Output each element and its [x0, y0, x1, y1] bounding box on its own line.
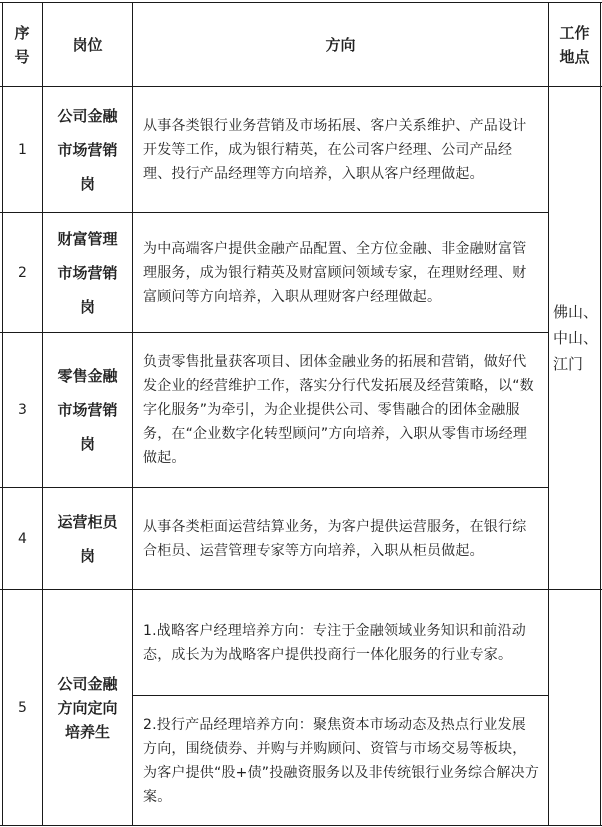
header-seq-label: 序号 — [14, 23, 30, 66]
row-5-direction-strategic — [133, 590, 548, 695]
row-3-post — [43, 333, 132, 487]
row-3-direction — [133, 333, 548, 487]
row-4-post-label: 运营柜员岗 — [57, 512, 118, 565]
row-5-location-empty — [549, 590, 600, 825]
row-1-seq-value: 1 — [18, 141, 27, 158]
row-5-post — [43, 590, 132, 825]
row-3-seq-value: 3 — [18, 402, 27, 418]
row-5-seq — [3, 590, 42, 825]
row-1-seq — [3, 87, 42, 212]
header-location-label: 工作地点 — [559, 23, 590, 66]
row-1-post-label: 公司金融市场营销岗 — [57, 106, 118, 193]
row-2-post — [43, 213, 132, 332]
row-5-direction-investment — [133, 696, 548, 825]
row-1-direction — [133, 87, 548, 212]
row-1-post — [43, 87, 132, 212]
row-3-post-label: 零售金融市场营销岗 — [57, 367, 118, 453]
row-1-direction-text: 从事各类银行业务营销及市场拓展、客户关系维护、产品设计开发等工作，成为银行精英，在公司客户经理、公司产品经理、投行产品经理等方向培养，入职从客户经理做起。 — [143, 117, 527, 182]
row-4-post — [43, 488, 132, 589]
row-4-direction-text: 从事各类柜面运营结算业务，为客户提供运营服务，在银行综合柜员、运营管理专家等方向培养，入职从柜员做起。 — [143, 518, 527, 559]
row-2-post-label: 财富管理市场营销岗 — [57, 229, 118, 316]
table-rule-right — [600, 2, 601, 826]
work-location-text: 佛山、中山、江门 — [553, 303, 599, 373]
row-5-direction-strategic-text: 1.战略客户经理培养方向：专注于金融领域业务知识和前沿动态，成长为为战略客户提供投商行一体化服务的行业专家。 — [143, 622, 526, 663]
work-location-merged — [549, 87, 600, 589]
row-5-direction-investment-text: 2.投行产品经理培养方向：聚焦资本市场动态及热点行业发展方向，围绕债券、并购与并购顾问、资管与市场交易等板块，为客户提供“股+债”投融资服务以及非传统银行业务综合解决方案。 — [143, 716, 540, 805]
row-2-seq — [3, 213, 42, 332]
row-2-direction — [133, 213, 548, 332]
header-direction — [133, 3, 548, 86]
header-seq — [2, 3, 42, 86]
row-4-seq-value: 4 — [18, 530, 27, 547]
row-4-seq — [3, 488, 42, 589]
row-5-seq-value: 5 — [18, 699, 27, 716]
header-location — [549, 3, 600, 86]
row-4-direction — [133, 488, 548, 589]
row-3-seq — [3, 333, 42, 487]
row-3-direction-text: 负责零售批量获客项目、团体金融业务的拓展和营销，做好代发企业的经营维护工作，落实分行代发拓展及经营策略，以“数字化服务”为牵引，为企业提供公司、零售融合的团体金融服务，在“企业数字化转型顾问”方向培养，入职从零售市场经理做起。 — [143, 354, 534, 466]
row-2-direction-text: 为中高端客户提供金融产品配置、全方位金融、非金融财富管理服务，成为银行精英及财富顾问领域专家，在理财经理、财富顾问等方向培养，入职从理财客户经理做起。 — [143, 240, 527, 305]
header-post-label: 岗位 — [72, 35, 103, 54]
header-direction-label: 方向 — [325, 35, 356, 54]
row-2-seq-value: 2 — [18, 264, 27, 281]
row-5-post-label: 公司金融方向定向培养生 — [57, 674, 118, 741]
table-rule-bottom — [0, 825, 602, 826]
header-post — [43, 3, 132, 86]
